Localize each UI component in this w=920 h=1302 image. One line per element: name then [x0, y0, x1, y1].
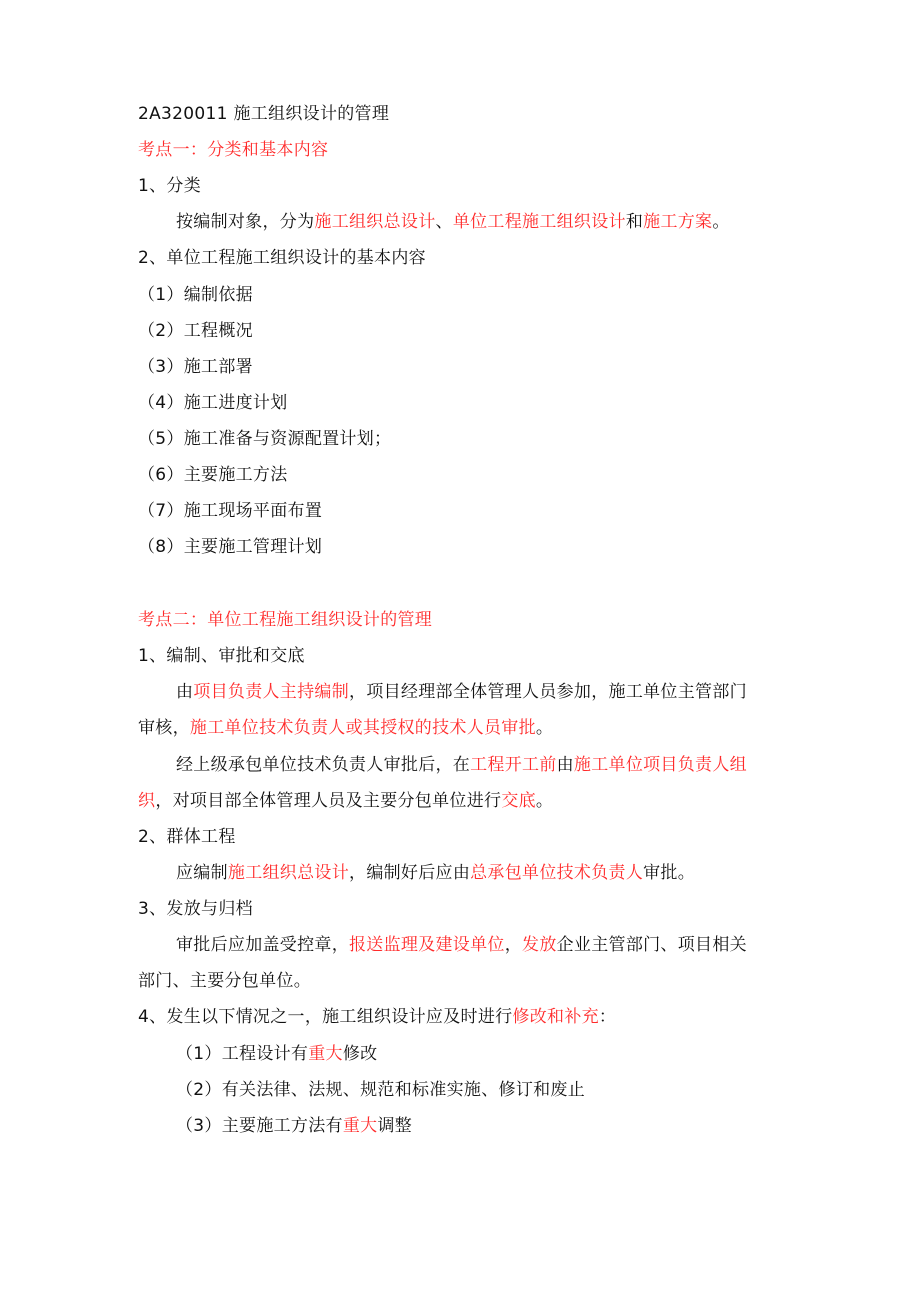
doc-title: 2A320011 施工组织设计的管理 — [138, 104, 390, 124]
highlighted-text: 修改和补充 — [512, 1007, 599, 1027]
sec2-item2-title: 2、群体工程 — [138, 827, 236, 847]
highlighted-text: 施工组织总设计 — [227, 863, 350, 883]
sec2-sub-item — [176, 1114, 412, 1138]
text-run: 审核， — [138, 718, 190, 738]
sec2-para4-cont — [138, 969, 311, 993]
highlighted-text: 工程开工前 — [470, 755, 557, 775]
text-run: 企业主管部门、项目相关 — [556, 935, 747, 955]
text-run: 。 — [535, 791, 554, 811]
text-run: 调整 — [377, 1116, 413, 1136]
highlighted-text: 发放 — [522, 935, 557, 955]
text-run: 应编制 — [176, 863, 228, 883]
content-list-item: （3）施工部署 — [138, 357, 253, 377]
content-list-item: （5）施工准备与资源配置计划； — [138, 429, 392, 449]
text-run: ，对项目部全体管理人员及主要分包单位进行 — [155, 791, 502, 811]
content-list-item: （7）施工现场平面布置 — [138, 501, 323, 521]
sec2-item1-title: 1、编制、审批和交底 — [138, 646, 305, 666]
highlighted-text: 施工组织总设计 — [314, 212, 436, 232]
sec2-para1-cont — [138, 716, 553, 740]
text-run: 。 — [712, 212, 730, 232]
sec2-sub-item — [176, 1042, 377, 1066]
text-run: 审批。 — [643, 863, 696, 883]
sec2-item4-title — [138, 1005, 616, 1029]
sec2-para3 — [176, 861, 695, 885]
highlighted-text: 织 — [138, 791, 156, 811]
text-run: （2）有关法律、法规、规范和标准实施、修订和废止 — [176, 1080, 586, 1100]
sec2-para2-cont — [138, 789, 553, 813]
text-run: 4、发生以下情况之一，施工组织设计应及时进行 — [138, 1007, 513, 1027]
content-list-item: （6）主要施工方法 — [138, 465, 288, 485]
highlighted-text: 交底 — [501, 791, 536, 811]
highlighted-text: 施工单位项目负责人组 — [573, 755, 747, 775]
text-run: 经上级承包单位技术负责人审批后，在 — [176, 755, 471, 775]
sec2-sub-item — [176, 1078, 585, 1102]
highlighted-text: 总承包单位技术负责人 — [470, 863, 644, 883]
sec2-item3-title: 3、发放与归档 — [138, 899, 253, 919]
content-list-item: （1）编制依据 — [138, 285, 253, 305]
content-list-item: （2）工程概况 — [138, 321, 253, 341]
text-run: 由 — [556, 755, 574, 775]
section2-heading: 考点二：单位工程施工组织设计的管理 — [138, 610, 433, 630]
section1-heading: 考点一：分类和基本内容 — [138, 140, 329, 160]
sec1-item1-title: 1、分类 — [138, 176, 202, 196]
text-run: 、 — [435, 212, 453, 232]
sec2-para1 — [176, 680, 747, 704]
text-run: ： — [598, 1007, 617, 1027]
text-run: 修改 — [342, 1044, 378, 1064]
sec2-para4 — [176, 933, 747, 957]
text-run: 部门、主要分包单位。 — [138, 971, 311, 991]
text-run: 审批后应加盖受控章， — [176, 935, 349, 955]
text-run: 按编制对象，分为 — [176, 212, 315, 232]
content-list-item: （4）施工进度计划 — [138, 393, 288, 413]
highlighted-text: 施工方案 — [643, 212, 713, 232]
text-run: ，项目经理部全体管理人员参加，施工单位主管部门 — [349, 682, 747, 702]
highlighted-text: 报送监理及建设单位 — [349, 935, 505, 955]
text-run: （3）主要施工方法有 — [176, 1116, 343, 1136]
content-list-item: （8）主要施工管理计划 — [138, 537, 323, 557]
text-run: ，编制好后应由 — [349, 863, 471, 883]
highlighted-text: 施工单位技术负责人或其授权的技术人员审批 — [189, 718, 536, 738]
sec2-para2 — [176, 753, 747, 777]
text-run: （1）工程设计有 — [176, 1044, 309, 1064]
highlighted-text: 重大 — [342, 1116, 378, 1136]
sec1-item2-title: 2、单位工程施工组织设计的基本内容 — [138, 248, 426, 268]
text-run: ， — [504, 935, 523, 955]
sec1-item1-para — [176, 210, 730, 234]
text-run: 和 — [625, 212, 644, 232]
text-run: 。 — [535, 718, 554, 738]
highlighted-text: 单位工程施工组织设计 — [452, 212, 626, 232]
text-run: 由 — [176, 682, 194, 702]
highlighted-text: 重大 — [308, 1044, 343, 1064]
highlighted-text: 项目负责人主持编制 — [193, 682, 350, 702]
